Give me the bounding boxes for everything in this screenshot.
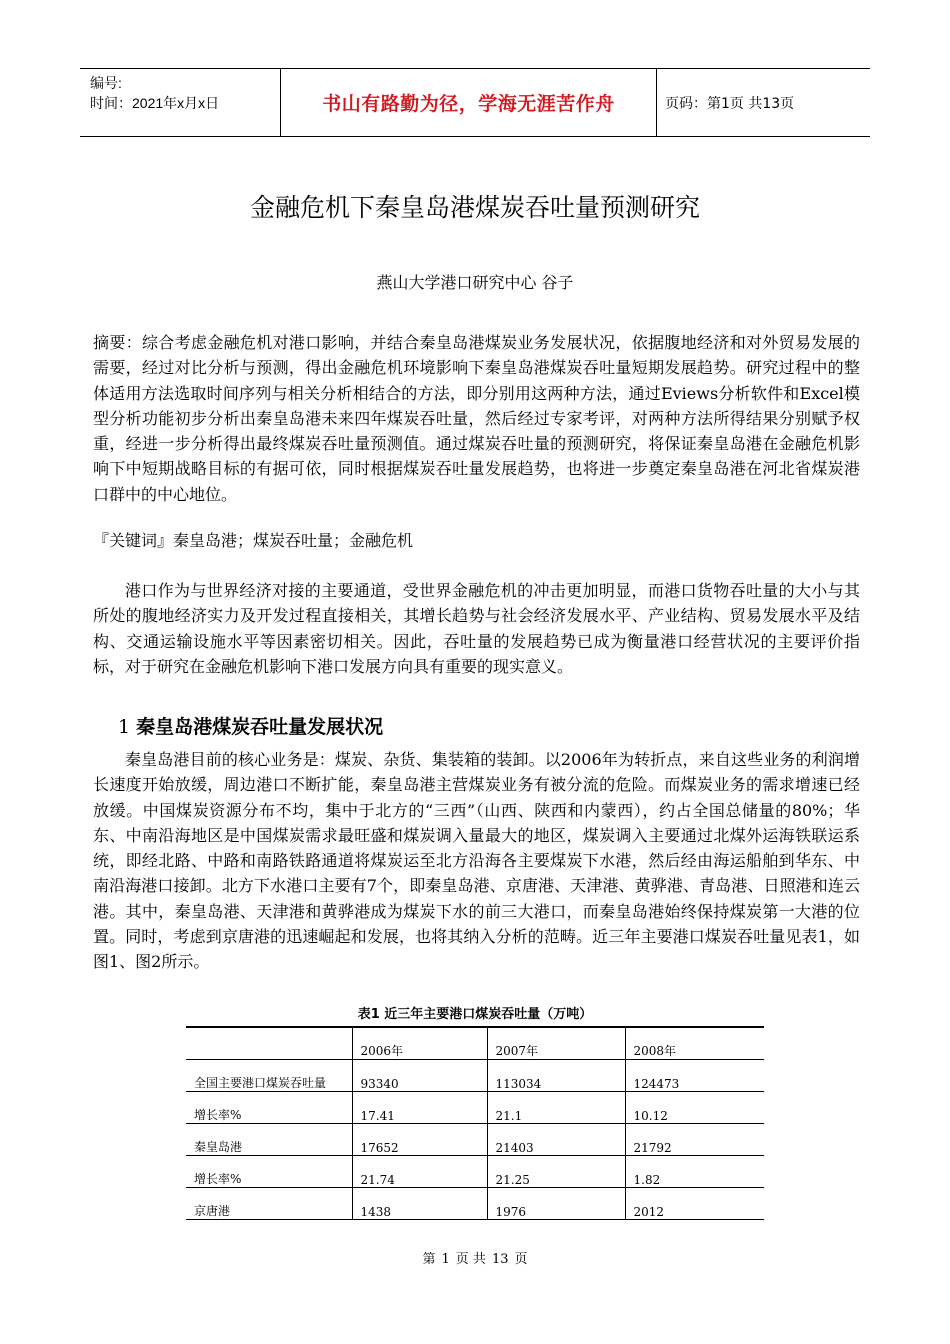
paper-title: 金融危机下秦皇岛港煤炭吞吐量预测研究 <box>249 193 700 222</box>
table-cell: 1.82 <box>625 1155 764 1187</box>
table-cell: 124473 <box>625 1059 764 1091</box>
abstract: 摘要：综合考虑金融危机对港口影响，并结合秦皇岛港煤炭业务发展状况，依据腹地经济和对外贸易发展的需要，经过对比分析与预测，得出金融危机环境影响下秦皇岛港煤炭吞吐量短期发展趋势。研究过程中的整体适用方法选取时间序列与相关分析相结合的方法，即分别用这两种方法，通过Eviews分析软件和Excel模型分析功能初步分析出秦皇岛港未来四年煤炭吞吐量，然后经过专家考评，对两种方法所得结果分别赋予权重，经进一步分析得出最终煤炭吞吐量预测值。通过煤炭吞吐量的预测研究，将保证秦皇岛港在金融危机影响下中短期战略目标的有据可依，同时根据煤炭吞吐量发展趋势，也将进一步奠定秦皇岛港在河北省煤炭港口群中的中心地位。 <box>93 333 860 504</box>
table-cell: 21403 <box>487 1123 625 1155</box>
table-cell: 17.41 <box>352 1091 487 1123</box>
table-cell: 17652 <box>352 1123 487 1155</box>
table-cell: 93340 <box>352 1059 487 1091</box>
header-page-info: 页码：第1页 共13页 <box>665 95 795 112</box>
table-row <box>186 1059 764 1091</box>
table-row <box>186 1187 764 1219</box>
section-number: 1 <box>118 716 131 738</box>
table-header-cell: 2007年 <box>487 1027 625 1059</box>
footer-page-number: 1 <box>441 1252 450 1267</box>
table-cell: 全国主要港口煤炭吞吐量 <box>186 1059 352 1091</box>
table-cell: 113034 <box>487 1059 625 1091</box>
table-row <box>186 1155 764 1187</box>
intro-paragraph: 港口作为与世界经济对接的主要通道，受世界金融危机的冲击更加明显，而港口货物吞吐量的大小与其所处的腹地经济实力及开发过程直接相关，其增长趋势与社会经济发展水平、产业结构、贸易发展水平及结构、交通运输设施水平等因素密切相关。因此，吞吐量的发展趋势已成为衡量港口经营状况的主要评价指标，对于研究在金融危机影响下港口发展方向具有重要的现实意义。 <box>93 581 860 676</box>
table-cell: 秦皇岛港 <box>186 1123 352 1155</box>
table-cell: 2012 <box>625 1187 764 1219</box>
table-header-cell <box>186 1027 352 1059</box>
table-cell: 1438 <box>352 1187 487 1219</box>
table-cell: 增长率% <box>186 1091 352 1123</box>
section-body: 秦皇岛港目前的核心业务是：煤炭、杂货、集装箱的装卸。以2006年为转折点，来自这些业务的利润增长速度开始放缓，周边港口不断扩能，秦皇岛港主营煤炭业务有被分流的危险。而煤炭业务的需求增速已经放缓。中国煤炭资源分布不均，集中于北方的“三西”（山西、陕西和内蒙西），约占全国总储量的80%；华东、中南沿海地区是中国煤炭需求最旺盛和煤炭调入量最大的地区，煤炭调入主要通过北煤外运海铁联运系统，即经北路、中路和南路铁路通道将煤炭运至北方沿海各主要煤炭下水港，然后经由海运船舶到华东、中南沿海港口接卸。北方下水港口主要有7个，即秦皇岛港、京唐港、天津港、黄骅港、青岛港、日照港和连云港。其中，秦皇岛港、天津港和黄骅港成为煤炭下水的前三大港口，而秦皇岛港始终保持煤炭第一大港的位置。同时，考虑到京唐港的迅速崛起和发展，也将其纳入分析的范畴。近三年主要港口煤炭吞吐量见表1，如图1、图2所示。 <box>93 750 860 972</box>
table-cell: 京唐港 <box>186 1187 352 1219</box>
footer-suffix: 页 <box>514 1252 528 1267</box>
table-cell: 21792 <box>625 1123 764 1155</box>
header-motto: 书山有路勤为径，学海无涯苦作舟 <box>280 69 657 136</box>
table-cell: 21.25 <box>487 1155 625 1187</box>
header-date-label: 时间：2021年x月x日 <box>90 95 220 111</box>
footer-mid: 页 共 <box>455 1252 486 1267</box>
page-header <box>80 68 870 137</box>
throughput-table <box>186 1026 764 1220</box>
table-header-row <box>186 1027 764 1059</box>
table-cell: 增长率% <box>186 1155 352 1187</box>
table-header-cell: 2008年 <box>625 1027 764 1059</box>
table-cell: 21.74 <box>352 1155 487 1187</box>
keywords: 『关键词』秦皇岛港；煤炭吞吐量；金融危机 <box>93 531 414 550</box>
table-header-cell: 2006年 <box>352 1027 487 1059</box>
table-cell: 1976 <box>487 1187 625 1219</box>
table-caption: 表1 近三年主要港口煤炭吞吐量（万吨） <box>357 1007 593 1022</box>
header-number-label: 编号: <box>90 75 122 91</box>
footer-prefix: 第 <box>422 1252 436 1267</box>
section-title: 秦皇岛港煤炭吞吐量发展状况 <box>136 716 384 738</box>
table-row <box>186 1091 764 1123</box>
paper-author: 燕山大学港口研究中心 谷子 <box>376 273 574 292</box>
footer-total-pages: 13 <box>491 1252 509 1267</box>
table-row <box>186 1123 764 1155</box>
table-cell: 10.12 <box>625 1091 764 1123</box>
header-meta <box>80 69 280 136</box>
table-cell: 21.1 <box>487 1091 625 1123</box>
section-heading <box>118 712 383 739</box>
page-footer <box>0 1248 950 1267</box>
